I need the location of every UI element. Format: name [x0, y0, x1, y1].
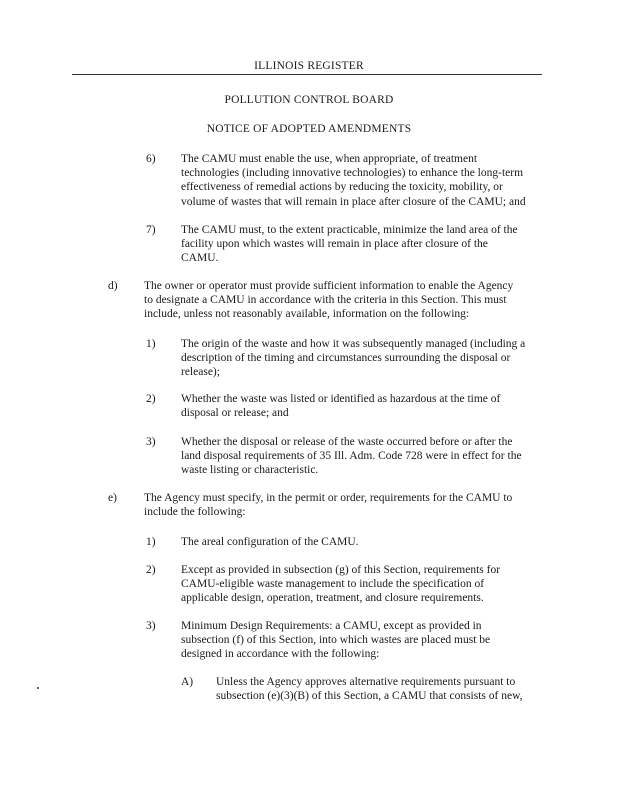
item-label: 6) [146, 153, 156, 165]
item-label: 7) [146, 224, 156, 236]
item-label: 1) [146, 536, 156, 548]
board-title: POLLUTION CONTROL BOARD [224, 94, 394, 106]
item-label: e) [108, 492, 117, 504]
notice-title: NOTICE OF ADOPTED AMENDMENTS [206, 123, 412, 135]
header-rule [72, 74, 542, 75]
item-text: The CAMU must enable the use, when appropriate, of treatment technologies (including innovative technologies) to enhance the long-term effectiveness of remedial actions by reducing the toxicity, mobility, or volume of wastes that will remain in place after closure of the CAMU; and [181, 153, 526, 208]
item-label: 1) [146, 338, 156, 350]
item-label: 3) [146, 620, 156, 632]
item-text: Minimum Design Requirements: a CAMU, except as provided in subsection (f) of this Section, into which wastes are placed must be designed in accordance with the following: [181, 620, 491, 661]
item-label: 2) [146, 564, 156, 576]
item-text: Except as provided in subsection (g) of this Section, requirements for CAMU-eligible waste management to include the specification of applicable design, operation, treatment, and closure requirements. [181, 564, 501, 605]
item-text: Whether the waste was listed or identified as hazardous at the time of disposal or release; and [181, 393, 501, 420]
register-title: ILLINOIS REGISTER [254, 60, 364, 72]
item-text: The CAMU must, to the extent practicable, minimize the land area of the facility upon which wastes will remain in place after closure of the CAMU. [181, 224, 518, 265]
item-text: The owner or operator must provide sufficient information to enable the Agency to designate a CAMU in accordance with the criteria in this Section. This must include, unless not reasonably available, information on the following: [144, 280, 514, 321]
item-label: A) [181, 676, 194, 688]
item-label: 2) [146, 393, 156, 405]
item-text: Whether the disposal or release of the waste occurred before or after the land disposal requirements of 35 Ill. Adm. Code 728 were in effect for the waste listing or characteristic. [181, 436, 522, 477]
scan-speck [37, 687, 39, 689]
item-label: 3) [146, 436, 156, 448]
item-text: The Agency must specify, in the permit or order, requirements for the CAMU to include the following: [144, 492, 513, 519]
item-label: d) [108, 280, 118, 292]
item-text: Unless the Agency approves alternative requirements pursuant to subsection (e)(3)(B) of this Section, a CAMU that consists of new, [216, 676, 523, 703]
item-text: The origin of the waste and how it was subsequently managed (including a description of the timing and circumstances surrounding the disposal or release); [181, 338, 526, 379]
item-text: The areal configuration of the CAMU. [181, 536, 359, 548]
